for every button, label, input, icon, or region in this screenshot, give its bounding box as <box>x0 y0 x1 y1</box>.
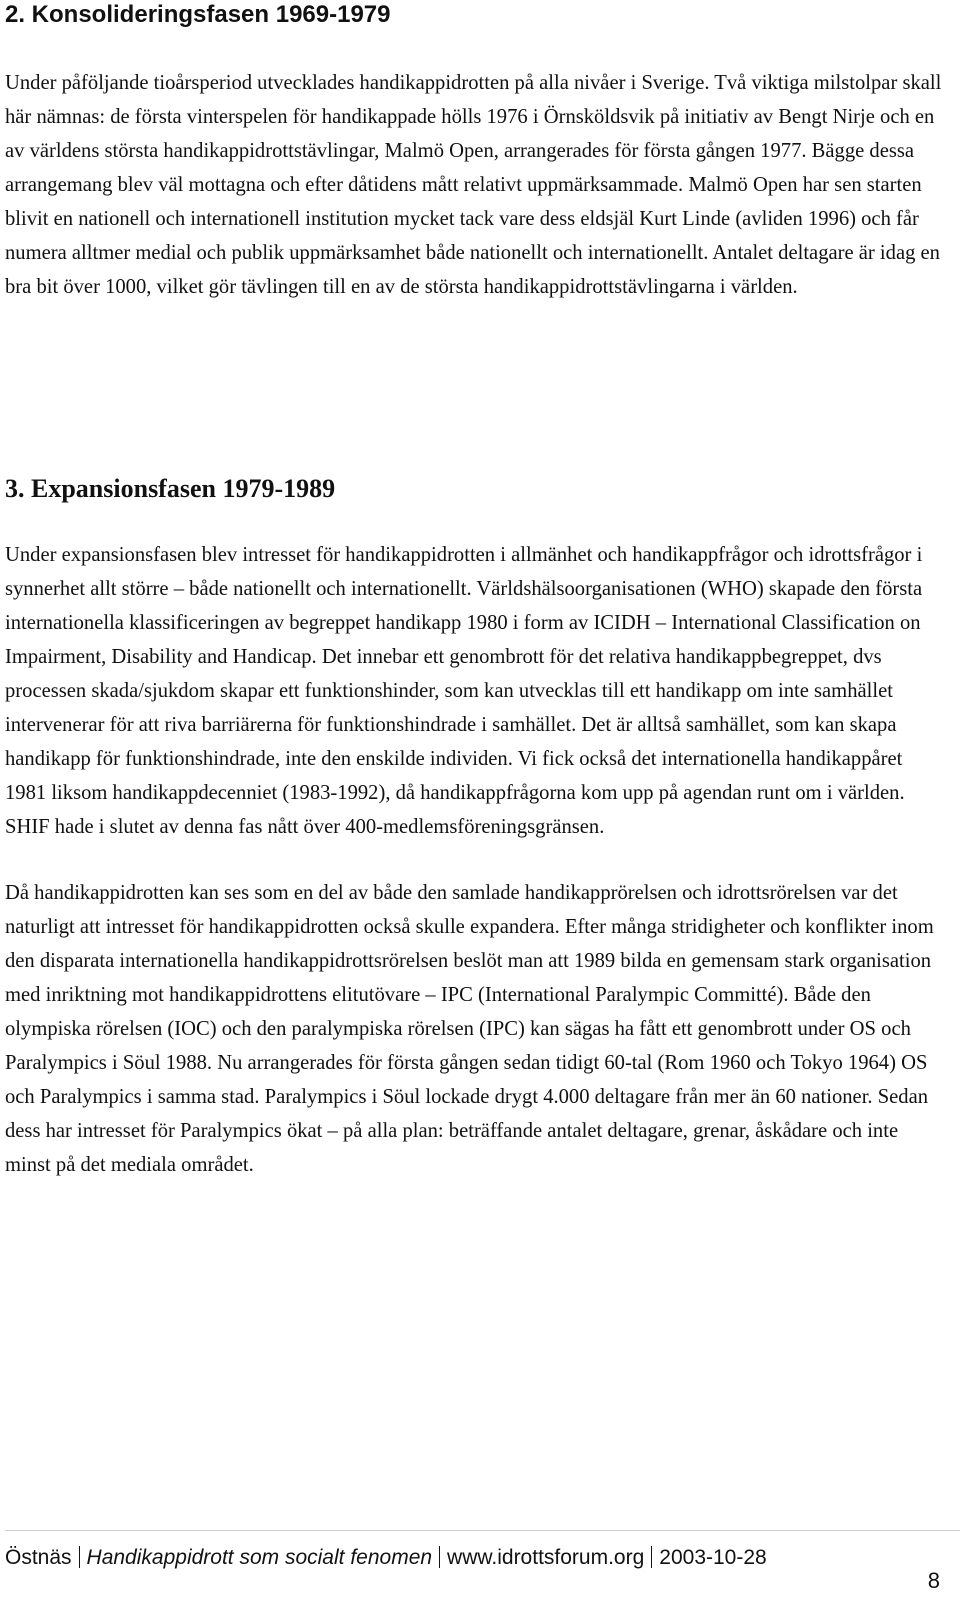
page-footer <box>5 1530 960 1569</box>
footer-date: 2003-10-28 <box>659 1546 767 1569</box>
section-heading: 2. Konsolideringsfasen 1969-1979 <box>5 1 391 28</box>
section-heading: 3. Expansionsfasen 1979-1989 <box>5 474 336 503</box>
footer-author: Östnäs <box>5 1546 72 1569</box>
footer-line <box>5 1545 767 1571</box>
page-number: 8 <box>927 1568 940 1593</box>
footer-website[interactable]: www.idrottsforum.org <box>447 1546 645 1569</box>
footer-title: Handikappidrott som socialt fenomen <box>86 1546 433 1569</box>
section-konsolideringsfasen <box>5 0 945 304</box>
body-paragraph: Under expansionsfasen blev intresset för handikappidrotten i allmänhet och handikappfrågor och idrottsfrågor i synnerhet allt större – både nationellt och internationellt. Världshälsoorganisationen (WHO) skapade den första internationella klassificeringen av begreppet handikapp 1980 i form av ICIDH – International Classification on Impairment, Disability and Handicap. Det innebar ett genombrott för det relativa handikappbegreppet, dvs processen skada/sjukdom skapar ett funktionshinder, som kan utvecklas till ett handikapp om inte samhället intervenerar för att riva barriärerna för funktionshindrade i samhället. Det är alltså samhället, som kan skapa handikapp för funktionshindrade, inte den enskilde individen. Vi fick också det internationella handikappåret 1981 liksom handikappdecenniet (1983-1992), då handikappfrågorna kom upp på agendan runt om i världen. SHIF hade i slutet av denna fas nått över 400-medlemsföreningsgränsen. <box>5 544 923 838</box>
body-paragraph: Under påföljande tioårsperiod utvecklades handikappidrotten på alla nivåer i Sverige. Två viktiga milstolpar skall här nämnas: de första vinterspelen för handikappade hölls 1976 i Örnsköldsvik på initiativ av Bengt Nirje och en av världens största handikappidrottstävlingar, Malmö Open, arrangerades för första gången 1977. Bägge dessa arrangemang blev väl mottagna och efter dåtidens mått relativt uppmärksammade. Malmö Open har sen starten blivit en nationell och internationell institution mycket tack vare dess eldsjäl Kurt Linde (avliden 1996) och får numera alltmer medial och publik uppmärksamhet både nationellt och internationellt. Antalet deltagare är idag en bra bit över 1000, vilket gör tävlingen till en av de största handikappidrottstävlingarna i världen. <box>5 72 942 298</box>
footer-separator <box>439 1546 440 1568</box>
footer-separator <box>651 1546 652 1568</box>
body-paragraph: Då handikappidrotten kan ses som en del av både den samlade handikapprörelsen och idrottsrörelsen var det naturligt att intresset för handikappidrotten också skulle expandera. Efter många stridigheter och konflikter inom den disparata internationella handikappidrottsrörelsen beslöt man att 1989 bilda en gemensam stark organisation med inriktning mot handikappidrottens elitutövare – IPC (International Paralympic Committé). Både den olympiska rörelsen (IOC) och den paralympiska rörelsen (IPC) kan sägas ha fått ett genombrott under OS och Paralympics i Söul 1988. Nu arrangerades för första gången sedan tidigt 60-tal (Rom 1960 och Tokyo 1964) OS och Paralympics i samma stad. Paralympics i Söul lockade drygt 4.000 deltagare från mer än 60 nationer. Sedan dess har intresset för Paralympics ökat – på alla plan: beträffande antalet deltagare, grenar, åskådare och inte minst på det mediala området. <box>5 882 934 1176</box>
section-expansionsfasen <box>5 474 945 1182</box>
footer-separator <box>79 1546 80 1568</box>
